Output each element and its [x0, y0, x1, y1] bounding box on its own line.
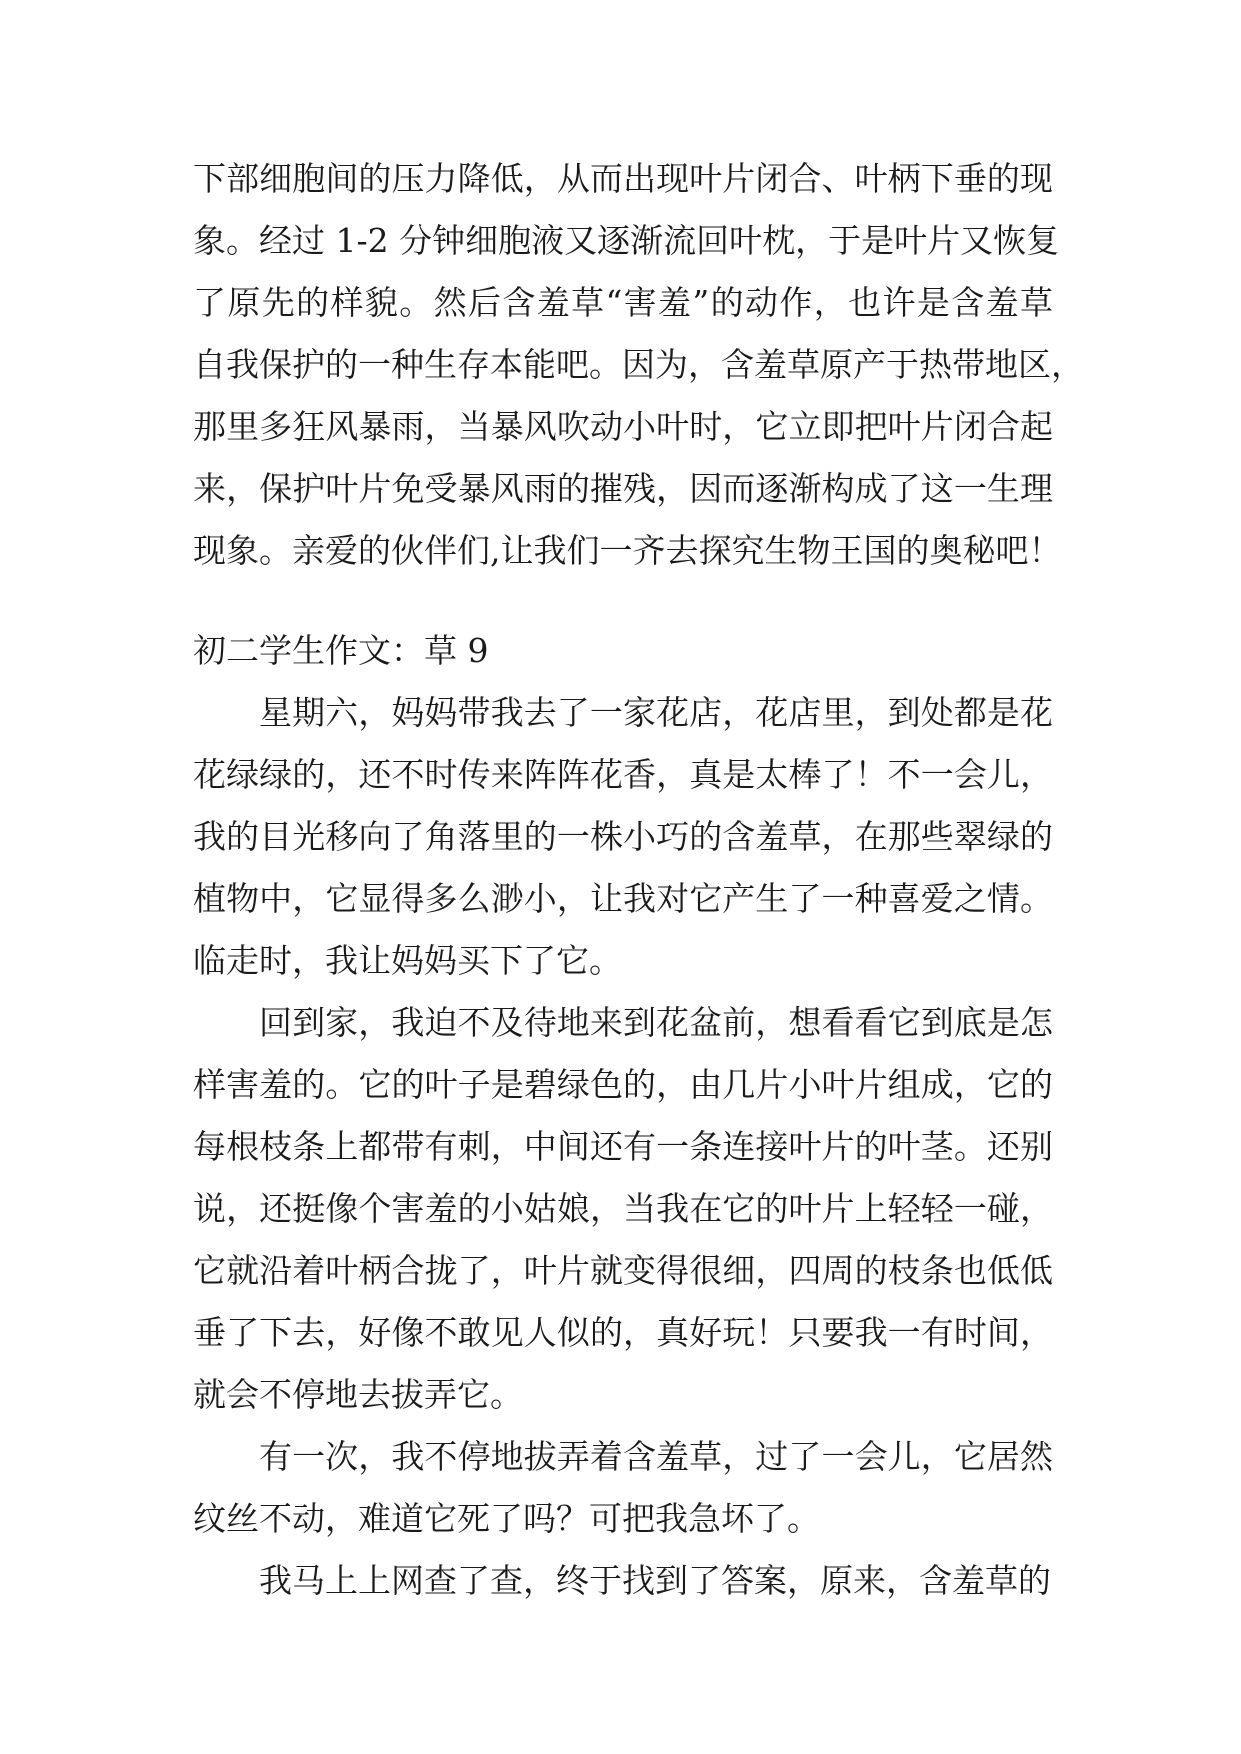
- text-line: 说，还挺像个害羞的小姑娘，当我在它的叶片上轻轻一碰，: [193, 1189, 1053, 1228]
- section-heading: 初二学生作文：草 9: [193, 631, 489, 670]
- text-line: 有一次，我不停地拔弄着含羞草，过了一会儿，它居然: [259, 1437, 1053, 1476]
- text-line: 它就沿着叶柄合拢了，叶片就变得很细，四周的枝条也低低: [193, 1251, 1053, 1290]
- text-line: 植物中，它显得多么渺小，让我对它产生了一种喜爱之情。: [193, 879, 1053, 918]
- text-line: 临走时，我让妈妈买下了它。: [193, 941, 622, 980]
- text-line: 来，保护叶片免受暴风雨的摧残，因而逐渐构成了这一生理: [193, 469, 1053, 508]
- text-line: 了原先的样貌。然后含羞草“害羞”的动作，也许是含羞草: [193, 283, 1053, 322]
- text-line: 纹丝不动，难道它死了吗？可把我急坏了。: [193, 1499, 820, 1538]
- text-line: 星期六，妈妈带我去了一家花店，花店里，到处都是花: [259, 693, 1053, 732]
- text-line: 那里多狂风暴雨，当暴风吹动小叶时，它立即把叶片闭合起: [193, 407, 1053, 446]
- text-line: 下部细胞间的压力降低，从而出现叶片闭合、叶柄下垂的现: [193, 159, 1053, 198]
- text-line: 自我保护的一种生存本能吧。因为，含羞草原产于热带地区，: [193, 345, 1084, 384]
- document-body: [193, 159, 1084, 1624]
- text-line: 我的目光移向了角落里的一株小巧的含羞草，在那些翠绿的: [193, 817, 1053, 856]
- text-line: 每根枝条上都带有刺，中间还有一条连接叶片的叶茎。还别: [193, 1127, 1053, 1166]
- text-line: 象。经过 1-2 分钟细胞液又逐渐流回叶枕，于是叶片又恢复: [193, 221, 1060, 260]
- text-line: 我马上上网查了查，终于找到了答案，原来，含羞草的: [259, 1561, 1051, 1600]
- text-line: 回到家，我迫不及待地来到花盆前，想看看它到底是怎: [259, 1003, 1053, 1042]
- text-line: 花绿绿的，还不时传来阵阵花香，真是太棒了！不一会儿，: [193, 755, 1053, 794]
- text-line: 现象。亲爱的伙伴们,让我们一齐去探究生物王国的奥秘吧！: [193, 531, 1062, 570]
- text-line: 样害羞的。它的叶子是碧绿色的，由几片小叶片组成，它的: [193, 1065, 1053, 1104]
- section-spacer: [193, 594, 1053, 632]
- text-line: 垂了下去，好像不敢见人似的，真好玩！只要我一有时间，: [193, 1313, 1053, 1352]
- text-line: 就会不停地去拔弄它。: [193, 1375, 523, 1414]
